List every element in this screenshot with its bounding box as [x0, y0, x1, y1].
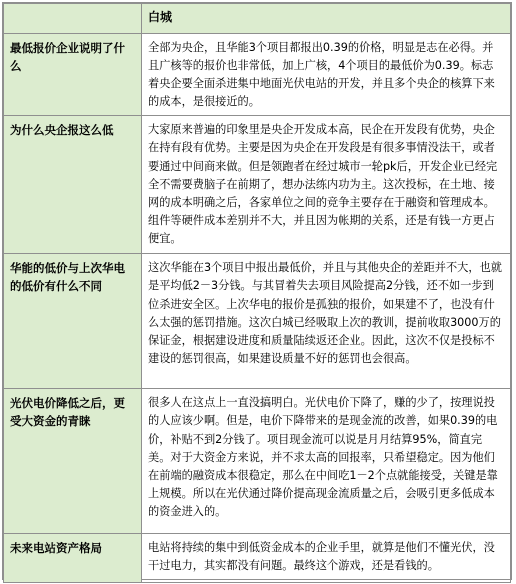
- row-topic: 最低报价企业说明了什么: [4, 34, 142, 116]
- row-content: 这次华能在3个项目中报出最低价，并且与其他央企的差距并不大，也就是平均低2－3分钱。与其冒着失去项目风险提高2分钱，还不如一步到位杀进安全区。上次华电的报价是孤独的报价，如果建不了，也没有什么太强的惩罚措施。这次白城已经吸取上次的教训，提前收取3000万的保证金，根据建设进度和质量陆续返还企业。因此，这次不仅是投标不建设的惩罚很高，如果建设质量不好的惩罚也会很高。: [142, 254, 511, 389]
- row-topic: 为什么央企报这么低: [4, 116, 142, 254]
- row-content: 很多人在这点上一直没搞明白。光伏电价下降了，赚的少了，按理说投的人应该少啊。但是，电价下降带来的是现金流的改善，如果0.39的电价，补贴不到2分钱了。项目现金流可以说是月月结算95%，简直完美。对于大资金方来说，并不求太高的回报率，只希望稳定。因为他们在前端的融资成本很稳定，那么在中间吃1－2个点就能接受，关键是靠上规模。所以在光伏通过降价提高现金流质量之后，会吸引更多低成本的资金进入的。: [142, 389, 511, 534]
- analysis-table: [3, 3, 511, 583]
- row-topic: 未来电站资产格局: [4, 534, 142, 583]
- row-topic: 华能的低价与上次华电的低价有什么不同: [4, 254, 142, 389]
- row-content: 电站将持续的集中到低资金成本的企业手里，就算是他们不懂光伏，没干过电力，其实都没有问题。最终这个游戏，还是看钱的。: [142, 534, 511, 583]
- header-left-cell: [4, 4, 142, 34]
- table-row: [4, 534, 511, 583]
- table-row: [4, 34, 511, 116]
- row-content: 大家原来普遍的印象里是央企开发成本高，民企在开发段有优势，央企在持有段有优势。主要是因为央企在开发段是有很多事情没法干，或者要通过中间商来做。但是领跑者在经过城市一轮pk后，开发企业已经完全不需要费脑子在前期了，想办法练内功为主。这次投标，在土地、接网的成本明确之后，各家单位之间的竞争主要存在于融资和管理成本。组件等硬件成本差别并不大，并且因为帐期的关系，还是有钱一方更占便宜。: [142, 116, 511, 254]
- row-topic: 光伏电价降低之后，更受大资金的青睐: [4, 389, 142, 534]
- header-location-cell: 白城: [142, 4, 511, 34]
- table-header-row: [4, 4, 511, 34]
- table-row: [4, 254, 511, 389]
- table-row: [4, 116, 511, 254]
- row-content: 全部为央企，且华能3个项目都报出0.39的价格，明显是志在必得。并且广核等的报价也非常低，加上广核，4个项目的最低价为0.39。标志着央企要全面杀进集中地面光伏电站的开发，并且多个央企的核算下来的成本，是很接近的。: [142, 34, 511, 116]
- table-row: [4, 389, 511, 534]
- analysis-table-container: [2, 2, 512, 580]
